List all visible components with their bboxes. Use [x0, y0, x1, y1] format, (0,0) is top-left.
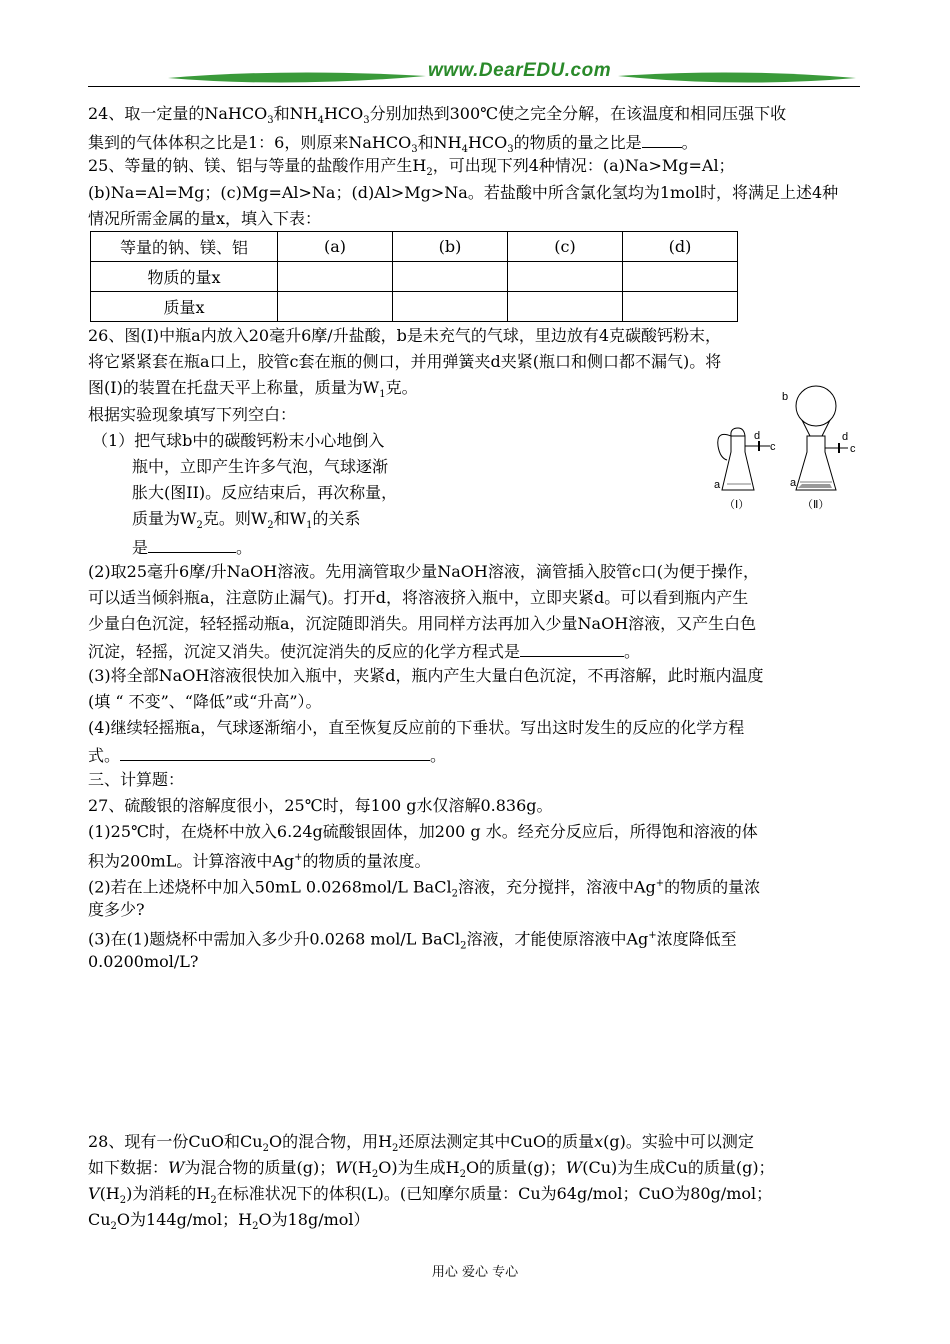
- table-row: [91, 262, 738, 292]
- apparatus-figure: [694, 384, 870, 514]
- q24-answer-blank[interactable]: [642, 131, 682, 148]
- page-footer: 用心 爱心 专心: [431, 1265, 519, 1280]
- q25-line-1: 25、等量的钠、镁、铝与等量的盐酸作用产生$H_2$，可出现下列4种情况：(a)Na>Mg=Al；: [88, 156, 735, 179]
- answer-cell[interactable]: [623, 292, 738, 322]
- q26-part2-line-2: 可以适当倾斜瓶a，注意防止漏气)。打开d，将溶液挤入瓶中，立即夹紧d。可以看到瓶内产生: [88, 588, 749, 607]
- q26-line-4: 根据实验现象填写下列空白：: [88, 405, 297, 424]
- q26-part1-line-5: 是 。: [132, 538, 253, 557]
- answer-cell[interactable]: [393, 262, 508, 292]
- label-c-fig2: c: [850, 443, 856, 455]
- right-swoosh-decoration: [618, 66, 858, 88]
- q26-part3-line-1: (3)将全部NaOH溶液很快加入瓶中，夹紧d，瓶内产生大量白色沉淀，不再溶解，此时瓶内温度: [88, 666, 764, 685]
- left-swoosh-decoration: [168, 66, 428, 88]
- table-row: [91, 292, 738, 322]
- q26-part1-line-1: （1）把气球b中的碳酸钙粉末小心地倒入: [92, 431, 385, 450]
- answer-cell[interactable]: [623, 262, 738, 292]
- q27-line-3: 积为200mL。计算溶液中Ag+的物质的量浓度。: [88, 851, 431, 871]
- site-logo-text: www.DearEDU.com: [428, 60, 612, 81]
- q26-part2-line-3: 少量白色沉淀，轻轻摇动瓶a，沉淀随即消失。用同样方法再加入少量NaOH溶液，又产生白色: [88, 614, 757, 633]
- q26-part4-line-2: 式。 。: [88, 746, 447, 765]
- label-d-fig2: d: [842, 431, 849, 443]
- table-header-cell: (a): [278, 232, 393, 262]
- q26-part1-line-2: 瓶中，立即产生许多气泡，气球逐渐: [132, 457, 389, 476]
- caption-fig1: （Ⅰ）: [724, 499, 750, 511]
- label-a-fig1: a: [714, 479, 721, 491]
- q27-line-6: (3)在(1)题烧杯中需加入多少升0.0268 mol/L BaCl$_2$溶液，才能使原溶液中Ag+浓度降低至: [88, 929, 737, 952]
- page-header: [88, 56, 860, 96]
- table-header-row: [91, 232, 738, 262]
- table-header-cell: (c): [508, 232, 623, 262]
- label-b-fig2: b: [782, 391, 789, 403]
- metal-amount-table: [90, 231, 738, 322]
- label-c-fig1: c: [770, 441, 776, 453]
- answer-cell[interactable]: [278, 292, 393, 322]
- q26-part1-answer-blank[interactable]: [148, 536, 236, 553]
- answer-cell[interactable]: [508, 262, 623, 292]
- q26-part3-line-2: (填 “ 不变”、“降低”或“升高”）。: [88, 692, 322, 711]
- q26-part2-answer-blank[interactable]: [520, 640, 624, 657]
- q25-line-3: 情况所需金属的量x，填入下表：: [88, 209, 322, 228]
- q26-part4-line-1: (4)继续轻摇瓶a，气球逐渐缩小，直至恢复反应前的下垂状。写出这时发生的反应的化学方程: [88, 718, 745, 737]
- q28-line-2: 如下数据：W为混合物的质量(g)；$W(H_2O)$为生成$H_2O$的质量(g)；W(Cu)为生成Cu的质量(g)；: [88, 1158, 775, 1181]
- caption-fig2: （Ⅱ）: [802, 499, 830, 511]
- row-label: 物质的量x: [91, 262, 278, 292]
- label-d-fig1: d: [754, 430, 761, 442]
- table-header-cell: 等量的钠、镁、铝: [91, 232, 278, 262]
- q27-line-2: (1)25℃时，在烧杯中放入6.24g硫酸银固体，加200 g 水。经充分反应后，所得饱和溶液的体: [88, 822, 758, 841]
- q26-line-2: 将它紧紧套在瓶a口上，胶管c套在瓶的侧口，并用弹簧夹d夹紧(瓶口和侧口都不漏气)。将: [88, 352, 722, 371]
- q26-line-1: 26、图(I)中瓶a内放入20毫升6摩/升盐酸，b是未充气的气球，里边放有4克碳酸钙粉末，: [88, 326, 722, 345]
- q24-line-2: 集到的气体体积之比是1：6，则原来NaHCO$_3$和$NH_4HCO_3$的物质的量之比是 。: [88, 133, 698, 156]
- q28-line-3: $V(H_2)$为消耗的$H_2$在标准状况下的体积(L)。(已知摩尔质量：Cu为64g/mol；CuO为80g/mol；: [88, 1184, 773, 1207]
- q26-part4-answer-blank[interactable]: [120, 744, 430, 761]
- q26-part2-line-1: (2)取25毫升6摩/升NaOH溶液。先用滴管取少量NaOH溶液，滴管插入胶管c口(为便于操作，: [88, 562, 760, 581]
- q27-line-4: (2)若在上述烧杯中加入50mL 0.0268mol/L BaCl$_2$溶液，充分搅拌，溶液中Ag+的物质的量浓: [88, 877, 761, 900]
- answer-cell[interactable]: [393, 292, 508, 322]
- q26-line-3: 图(I)的装置在托盘天平上称量，质量为$W_1$克。: [88, 378, 418, 401]
- q27-line-5: 度多少?: [88, 900, 145, 919]
- q26-part1-line-3: 胀大(图II)。反应结束后，再次称量，: [132, 483, 398, 502]
- q24-line-1: 24、取一定量的NaHCO$_3$和$NH_4HCO_3$分别加热到300℃使之完全分解，在该温度和相同压强下收: [88, 104, 787, 127]
- q26-part1-line-4: 质量为$W_2$克。则$W_2$和$W_1$的关系: [132, 509, 361, 532]
- section-3-title: 三、计算题：: [88, 770, 185, 789]
- label-a-fig2: a: [790, 477, 797, 489]
- header-rule: [88, 86, 860, 87]
- answer-cell[interactable]: [508, 292, 623, 322]
- q27-line-7: 0.0200mol/L?: [88, 952, 199, 971]
- q28-line-4: $Cu_2O$为144g/mol；$H_2O$为18g/mol）: [88, 1210, 370, 1233]
- answer-cell[interactable]: [278, 262, 393, 292]
- row-label: 质量x: [91, 292, 278, 322]
- q27-line-1: 27、硫酸银的溶解度很小，25℃时，每100 g水仅溶解0.836g。: [88, 796, 553, 815]
- q26-part2-line-4: 沉淀，轻摇，沉淀又消失。使沉淀消失的反应的化学方程式是 。: [88, 642, 641, 661]
- q25-line-2: (b)Na=Al=Mg；(c)Mg=Al>Na；(d)Al>Mg>Na。若盐酸中所含氯化氢均为1mol时，将满足上述4种: [88, 183, 839, 202]
- q28-line-1: 28、现有一份CuO和$Cu_2O$的混合物，用$H_2$还原法测定其中CuO的质量x(g)。实验中可以测定: [88, 1132, 754, 1155]
- table-header-cell: (d): [623, 232, 738, 262]
- table-header-cell: (b): [393, 232, 508, 262]
